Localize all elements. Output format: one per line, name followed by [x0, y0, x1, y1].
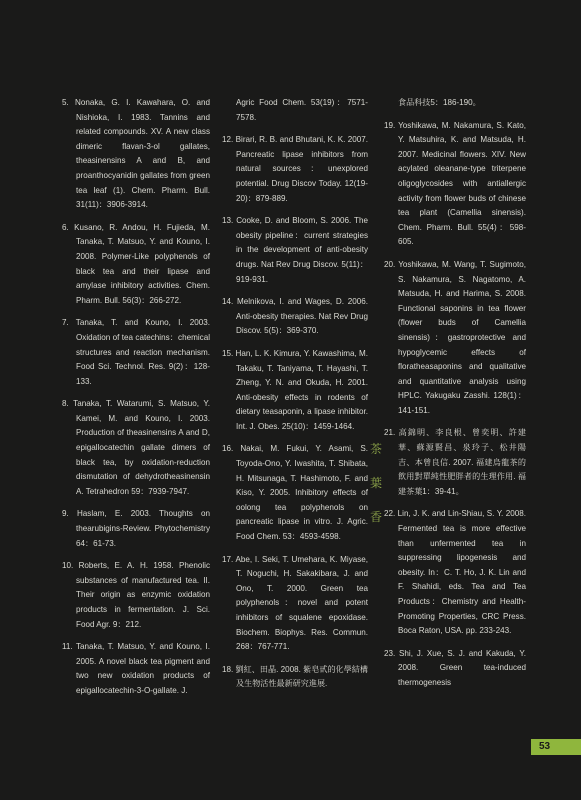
- reference-12: 12. Birari, R. B. and Bhutani, K. K. 2007. Pancreatic lipase inhibitors from natural sources：unexplored potential. Drug Discov Today. 12(19-20)：879-889.: [222, 135, 368, 203]
- reference-11: 11. Tanaka, T. Matsuo, Y. and Kouno, I. 2005. A novel black tea pigment and two new oxidation products of epigallocatechin-3-O-gallate. J.: [62, 642, 210, 695]
- reference-16: 16. Nakai, M. Fukui, Y. Asami, S. Toyoda-Ono, Y. Iwashita, T. Shibata, H. Mitsunaga, T. Hashimoto, F. and Kiso, Y. 2005. Inhibitory effects of oolong tea polyphenols on pancreatic lipase in vitro. J. Agric. Food Chem. 53：4593-4598.: [222, 444, 368, 542]
- reference-18: 18. 劉紅、田晶. 2008. 紫皂甙的化學結構及生物活性最新研究進展.: [222, 664, 368, 689]
- vertical-title: [368, 432, 384, 534]
- reference-7: 7. Tanaka, T. and Kouno, I. 2003. Oxidation of tea catechins：chemical structures and reaction mechanism. Food Sci. Technol. Res. 9(2)：128-133.: [62, 318, 210, 386]
- reference-18-continued: 食品科技5：186-190。: [398, 98, 481, 107]
- reference-15: 15. Han, L. K. Kimura, Y. Kawashima, M. Takaku, T. Taniyama, T. Hayashi, T. Zheng, Y. N. and Okuda, H. 2001. Anti-obesity effects in rodents of dietary teasaponin, a lipase inhibitor. Int. J. Obes. 25(10)：1459-1464.: [222, 348, 368, 431]
- reference-19: 19. Yoshikawa, M. Nakamura, S. Kato, Y. Matsuhira, K. and Matsuda, H. 2007. Medicinal flowers. XIV. New acylated oleanane-type triterpene oligoglycosides with antiallergic activity from flower buds of chinese tea plant (Camellia sinensis). Chem. Pharm. Bull. 55(4)：598-605.: [384, 120, 526, 247]
- reference-22: 22. Lin, J. K. and Lin-Shiau, S. Y. 2008. Fermented tea is more effective than unfermented tea in suppressing lipogenesis and obesity. In：C. T. Ho, J. K. Lin and F. Shahidi, eds. Tea and Tea Products：Chemistry and Health-Promoting Properties, CRC Press. Boca Raton, USA. pp. 233-243.: [384, 509, 526, 636]
- references-column-1: [62, 96, 210, 707]
- reference-11-continued: Agric Food Chem. 53(19)：7571-7578.: [236, 98, 368, 122]
- vertical-char-3: 香: [369, 510, 382, 524]
- reference-17: 17. Abe, I. Seki, T. Umehara, K. Miyase, T. Noguchi, H. Sakakibara, J. and Ono, T. 2000. Green tea polyphenols：novel and potent inhibitors of squalene epoxidase. Biochem. Biophys. Res. Commun. 268：767-771.: [222, 554, 368, 652]
- reference-23: 23. Shi, J. Xue, S. J. and Kakuda, Y. 2008. Green tea-induced thermogenesis: [384, 648, 526, 687]
- vertical-char-2: 葉: [369, 476, 382, 490]
- reference-21: 21. 高錦明、李良根、曾奕明、許建華、蘇源賢昌、泉玲子、松井陽吉、本曾良信. 2007. 福建烏龍茶的飲用對單純性肥胖者的生理作用. 福建茶葉1：39-41。: [384, 428, 526, 496]
- reference-8: 8. Tanaka, T. Watarumi, S. Matsuo, Y. Kamei, M. and Kouno, I. 2003. Production of theasinensins A and D, epigallocatechin gallate dimers of black tea, by oxidation-reduction dismutation of dehydrotheasinensin A. Tetrahedron 59：7939-7947.: [62, 399, 210, 496]
- reference-6: 6. Kusano, R. Andou, H. Fujieda, M. Tanaka, T. Matsuo, Y. and Kouno, I. 2008. Polymer-Like polyphenols of black tea and their lipase and amylase inhibitory activities. Chem. Pharm. Bull. 56(3)：266-272.: [62, 222, 210, 305]
- reference-5: 5. Nonaka, G. I. Kawahara, O. and Nishioka, I. 1983. Tannins and related compounds. XV. A new class dimeric flavan-3-ol gallates, theasinensins A and B, and proanthocyanidin gallates from green tea leaf (1). Chem. Pharm. Bull. 31(11)：3906-3914.: [62, 98, 210, 210]
- page-number: 53: [531, 739, 581, 755]
- reference-13: 13. Cooke, D. and Bloom, S. 2006. The obesity pipeline：current strategies in the development of anti-obesity drugs. Nat Rev Drug Discov. 5(11)：919-931.: [222, 216, 368, 284]
- reference-9: 9. Haslam, E. 2003. Thoughts on thearubigins-Review. Phytochemistry 64：61-73.: [62, 509, 210, 548]
- references-column-3: [384, 96, 526, 699]
- references-column-2: [222, 96, 368, 700]
- reference-20: 20. Yoshikawa, M. Wang, T. Sugimoto, S. Nakamura, S. Nagatomo, A. Matsuda, H. and Harima, S. 2008. Functional saponins in tea flower (flower buds of Camellia sinensis)：gastroprotective and hypoglycemic effects of floratheasaponins and qualitative and quantitative analysis using HPLC. Yakugaku Zasshi. 128(1)：141-151.: [384, 259, 526, 415]
- reference-14: 14. Melnikova, I. and Wages, D. 2006. Anti-obesity therapies. Nat Rev Drug Discov. 5(5)：369-370.: [222, 297, 368, 336]
- vertical-char-1: 茶: [369, 442, 382, 456]
- reference-10: 10. Roberts, E. A. H. 1958. Phenolic substances of manufactured tea. II. Their origin as enzymic oxidation products in fermentation. J. Sci. Food Agr. 9：212.: [62, 561, 210, 629]
